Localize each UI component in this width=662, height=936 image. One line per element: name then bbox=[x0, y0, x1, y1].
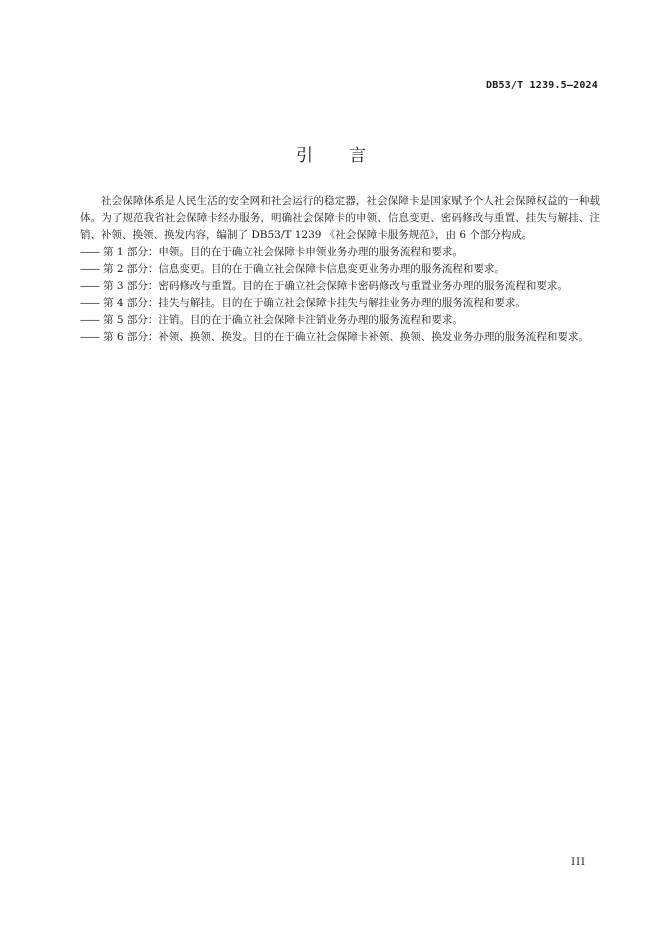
list-item-text: 第 5 部分：注销。目的在于确立社会保障卡注销业务办理的服务流程和要求。 bbox=[103, 314, 463, 326]
list-item-text: 第 6 部分：补领、换领、换发。目的在于确立社会保障卡补领、换领、换发业务办理的服务流程和要求。 bbox=[103, 331, 589, 343]
list-item-text: 第 4 部分：挂失与解挂。目的在于确立社会保障卡挂失与解挂业务办理的服务流程和要求。 bbox=[103, 297, 526, 309]
list-item-text: 第 1 部分：申领。目的在于确立社会保障卡申领业务办理的服务流程和要求。 bbox=[103, 246, 463, 258]
list-item bbox=[80, 244, 600, 261]
page-number: III bbox=[571, 857, 586, 868]
page-title: 引言 bbox=[296, 146, 402, 166]
list-item bbox=[80, 295, 600, 312]
list-item bbox=[80, 278, 600, 295]
intro-paragraph: 社会保障体系是人民生活的安全网和社会运行的稳定器，社会保障卡是国家赋予个人社会保障权益的一种载体。为了规范我省社会保障卡经办服务，明确社会保障卡的申领、信息变更、密码修改与重置、挂失与解挂、注销、补领、换领、换发内容，编制了 DB53/T 1239 《社会保障卡服务规范》，由 6 个部分构成。 bbox=[80, 195, 600, 241]
list-item bbox=[80, 329, 600, 346]
list-item-text: 第 3 部分：密码修改与重置。目的在于确立社会保障卡密码修改与重置业务办理的服务流程和要求。 bbox=[103, 280, 568, 292]
list-dash: —— bbox=[80, 280, 99, 292]
list-dash: —— bbox=[80, 314, 99, 326]
list-dash: —— bbox=[80, 263, 99, 275]
list-dash: —— bbox=[80, 297, 99, 309]
list-item-text: 第 2 部分：信息变更。目的在于确立社会保障卡信息变更业务办理的服务流程和要求。 bbox=[103, 263, 505, 275]
list-item bbox=[80, 261, 600, 278]
document-body bbox=[80, 193, 600, 346]
parts-list bbox=[80, 244, 600, 346]
list-item bbox=[80, 312, 600, 329]
list-dash: —— bbox=[80, 246, 99, 258]
list-dash: —— bbox=[80, 331, 99, 343]
document-code: DB53/T 1239.5—2024 bbox=[486, 80, 598, 91]
